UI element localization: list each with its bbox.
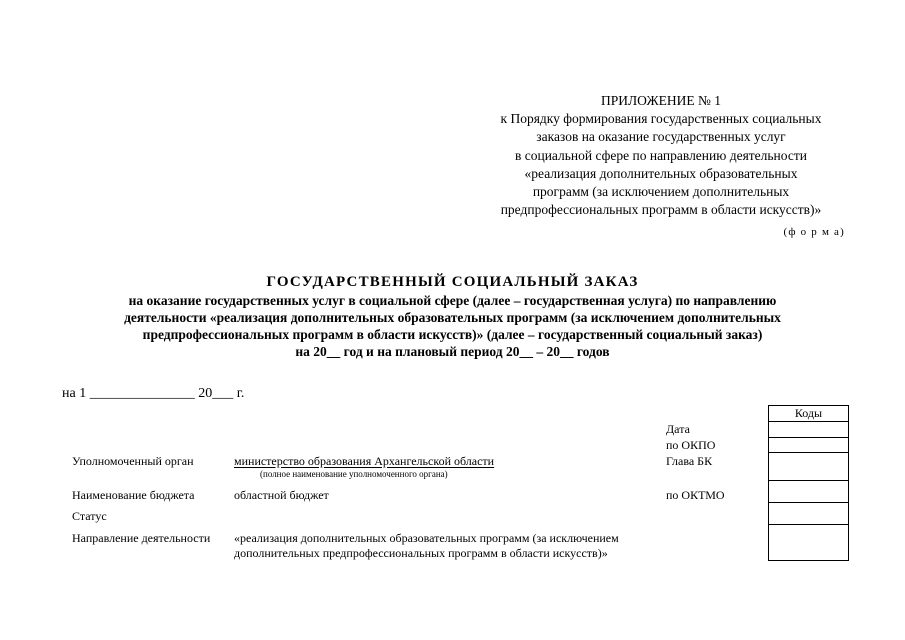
appendix-line: заказов на оказание государственных услуг <box>536 129 786 145</box>
appendix-line: к Порядку формирования государственных социальных <box>500 111 822 127</box>
code-cell-okpo <box>769 438 848 453</box>
date-code-label: Дата <box>666 422 690 436</box>
direction-label: Направление деятельности <box>72 531 211 545</box>
code-cell-status <box>769 503 848 525</box>
document-subtitle-line: предпрофессиональных программ в области искусств)» (далее – государственный социальный заказ) <box>142 327 763 342</box>
appendix-block <box>440 92 882 219</box>
appendix-title: ПРИЛОЖЕНИЕ № 1 <box>600 93 722 108</box>
code-cell-date <box>769 422 848 438</box>
status-label: Статус <box>72 509 107 523</box>
document-subtitle-line: деятельности «реализация дополнительных образовательных программ (за исключением дополнительных <box>124 310 781 325</box>
codes-table <box>768 405 849 561</box>
okpo-code-label: по ОКПО <box>666 438 716 452</box>
authority-caption: (полное наименование уполномоченного органа) <box>260 469 448 479</box>
direction-value-line: дополнительных предпрофессиональных программ в области искусств)» <box>234 546 608 560</box>
code-cell-oktmo <box>769 481 848 503</box>
authority-label: Уполномоченный орган <box>72 454 194 468</box>
oktmo-code-label: по ОКТМО <box>666 488 725 502</box>
document-subtitle-line: на 20__ год и на плановый период 20__ – 20__ годов <box>295 344 610 359</box>
date-line: на 1 _______________ 20___ г. <box>62 386 245 401</box>
appendix-line: программ (за исключением дополнительных <box>532 184 790 200</box>
appendix-line: предпрофессиональных программ в области искусств)» <box>500 202 822 218</box>
code-cell-direction <box>769 525 848 560</box>
budget-value: областной бюджет <box>234 488 329 502</box>
budget-label: Наименование бюджета <box>72 488 195 502</box>
codes-header: Коды <box>769 406 848 422</box>
document-title-block <box>0 272 905 360</box>
glava-bk-code-label: Глава БК <box>666 454 713 468</box>
authority-value: министерство образования Архангельской области <box>234 454 495 468</box>
appendix-line: «реализация дополнительных образовательных <box>524 165 798 181</box>
direction-value-line: «реализация дополнительных образовательных программ (за исключением <box>234 531 619 545</box>
document-title: ГОСУДАРСТВЕННЫЙ СОЦИАЛЬНЫЙ ЗАКАЗ <box>266 274 639 290</box>
document-subtitle-line: на оказание государственных услуг в социальной сфере (далее – государственная услуга) по направлению <box>128 293 777 308</box>
appendix-line: в социальной сфере по направлению деятельности <box>514 147 807 163</box>
form-label: (ф о р м а) <box>783 226 845 238</box>
code-cell-glava-bk <box>769 453 848 481</box>
